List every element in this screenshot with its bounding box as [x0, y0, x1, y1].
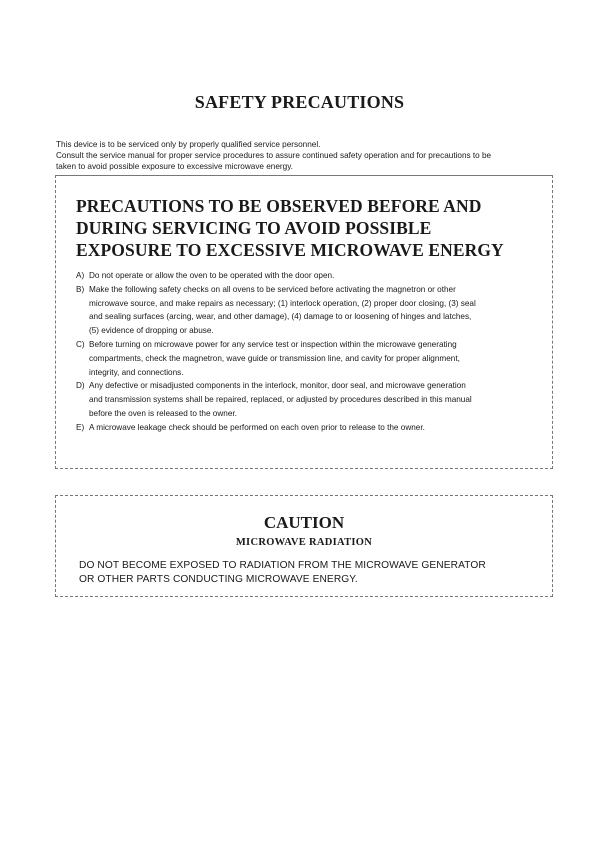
- item-text: [89, 338, 544, 379]
- item-text: [89, 379, 544, 420]
- item-text: [89, 421, 544, 435]
- item-marker: B): [76, 284, 85, 294]
- item-line: A microwave leakage check should be performed on each oven prior to release to the owner.: [89, 422, 425, 432]
- list-item: [76, 283, 544, 338]
- item-text: [89, 283, 544, 338]
- intro-line: taken to avoid possible exposure to excessive microwave energy.: [56, 161, 293, 171]
- precautions-box: [55, 175, 553, 469]
- heading-line: PRECAUTIONS TO BE OBSERVED BEFORE AND: [76, 196, 482, 216]
- item-marker: D): [76, 381, 85, 391]
- intro-line: This device is to be serviced only by properly qualified service personnel.: [56, 140, 321, 149]
- item-line: (5) evidence of dropping or abuse.: [89, 326, 214, 336]
- item-marker: E): [76, 422, 85, 432]
- item-text: [89, 269, 544, 283]
- item-line: microwave source, and make repairs as necessary; (1) interlock operation, (2) proper door closing, (3) seal: [89, 298, 476, 308]
- warning-line: OR OTHER PARTS CONDUCTING MICROWAVE ENERGY.: [79, 573, 358, 585]
- item-line: Do not operate or allow the oven to be operated with the door open.: [89, 271, 335, 280]
- heading-line: DURING SERVICING TO AVOID POSSIBLE: [76, 218, 432, 238]
- precautions-heading: [76, 195, 546, 261]
- list-item: [76, 421, 544, 435]
- item-marker: C): [76, 339, 85, 349]
- item-line: and sealing surfaces (arcing, wear, and other damage), (4) damage to or loosening of hinges and latches,: [89, 312, 472, 322]
- item-line: compartments, check the magnetron, wave guide or transmission line, and cavity for proper alignment,: [89, 353, 460, 363]
- caution-title: CAUTION: [263, 513, 345, 532]
- intro-line: Consult the service manual for proper service procedures to assure continued safety operation and for precautions to be: [56, 150, 492, 160]
- caution-subtitle: MICROWAVE RADIATION: [235, 537, 373, 548]
- list-item: [76, 338, 544, 379]
- item-line: Any defective or misadjusted components in the interlock, monitor, door seal, and microwave generation: [89, 381, 466, 391]
- caution-box: [55, 495, 553, 597]
- item-line: Before turning on microwave power for any service test or inspection within the microwave generating: [89, 339, 457, 349]
- caution-warning: [79, 559, 539, 586]
- heading-line: EXPOSURE TO EXCESSIVE MICROWAVE ENERGY: [76, 240, 504, 260]
- list-item: [76, 269, 544, 283]
- item-line: integrity, and connections.: [89, 367, 184, 377]
- item-line: Make the following safety checks on all ovens to be serviced before activating the magnetron or other: [89, 284, 456, 294]
- item-marker: A): [76, 271, 85, 280]
- item-line: before the oven is released to the owner.: [89, 408, 237, 418]
- item-line: and transmission systems shall be repaired, replaced, or adjusted by procedures described in this manual: [89, 395, 472, 405]
- page-title: SAFETY PRECAUTIONS: [194, 92, 405, 112]
- list-item: [76, 379, 544, 420]
- warning-line: DO NOT BECOME EXPOSED TO RADIATION FROM THE MICROWAVE GENERATOR: [79, 560, 486, 571]
- intro-text: [56, 140, 556, 172]
- precautions-list: [76, 269, 544, 435]
